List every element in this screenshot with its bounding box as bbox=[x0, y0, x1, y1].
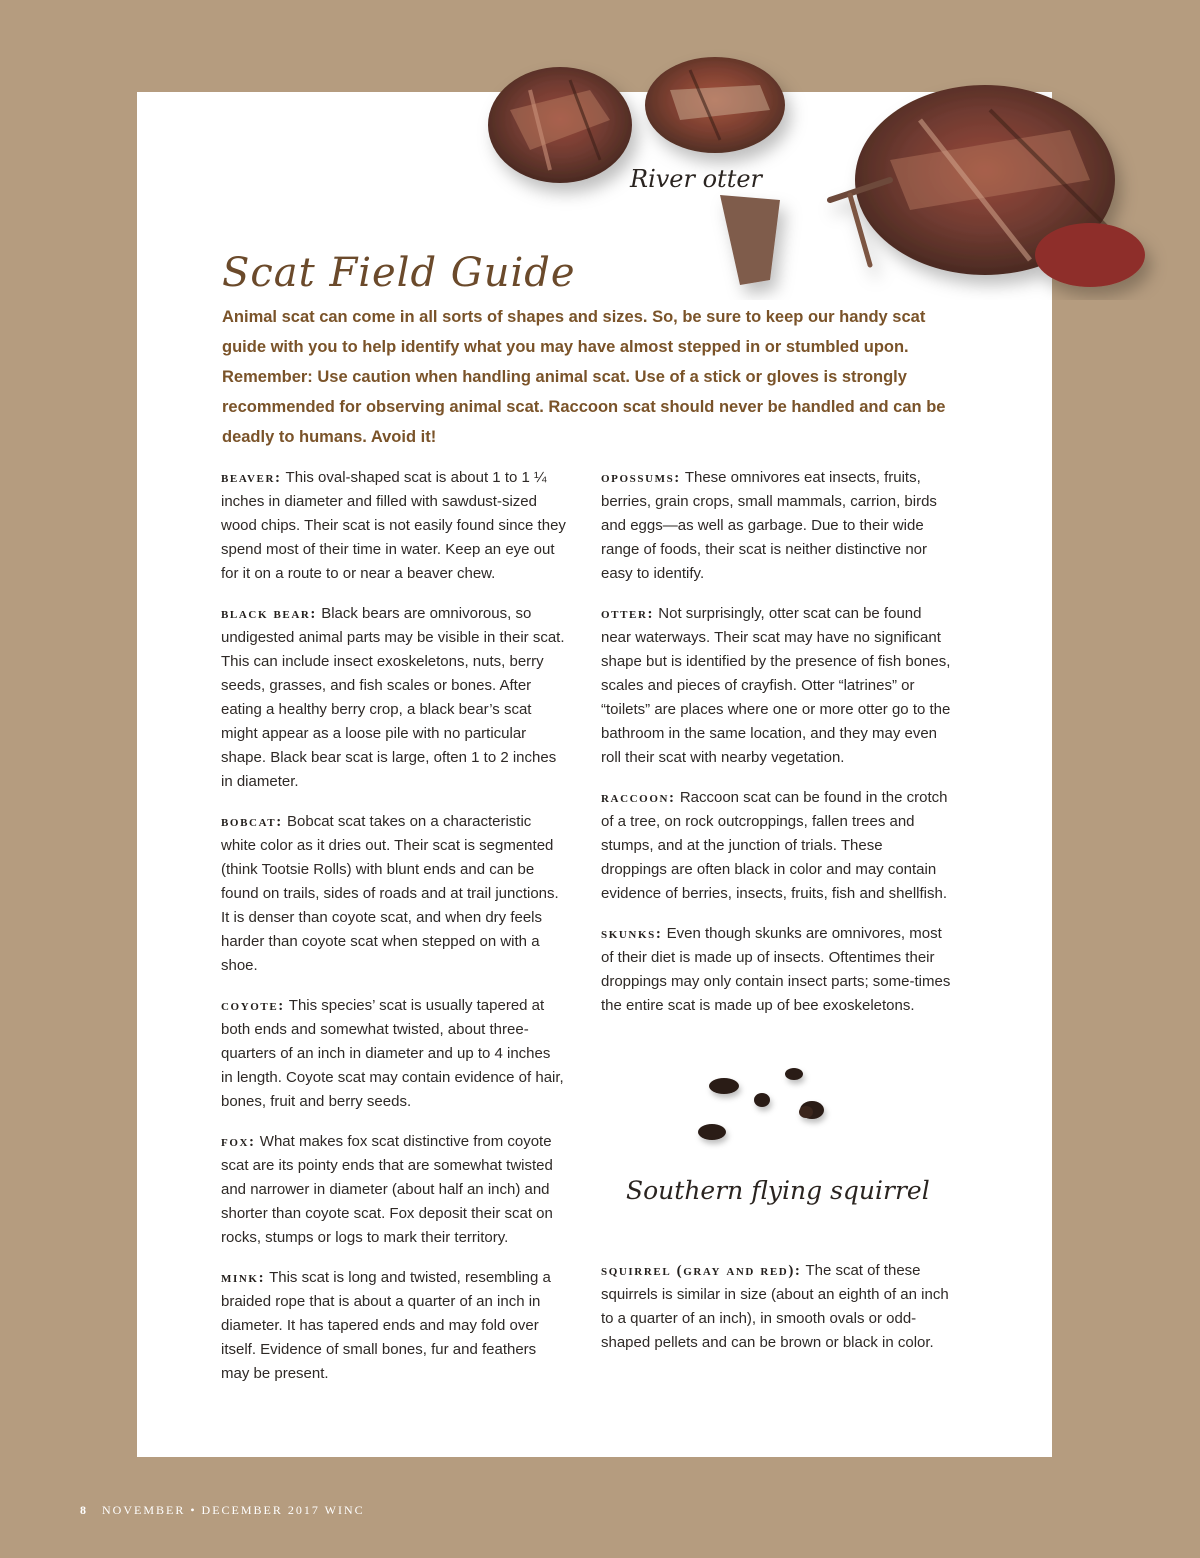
entry-term: opossums: bbox=[601, 470, 681, 486]
intro-paragraph: Animal scat can come in all sorts of shapes and sizes. So, be sure to keep our handy scat guide with you to help identify what you may have almost stepped in or stumbled upon. Remember: Use caution when handling animal scat. Use of a stick or gloves is strongly recommended for observing animal scat. Raccoon scat should never be handled and can be deadly to humans. Avoid it! bbox=[222, 308, 946, 446]
caption-river-otter: River otter bbox=[630, 165, 763, 193]
page-footer bbox=[80, 1503, 365, 1518]
entry-text: Not surprisingly, otter scat can be found near waterways. Their scat may have no significant shape but is identified by the presence of fish bones, scales and pieces of crayfish. Otter “latrines” or “toilets” are places where one or more otter go to the bathroom in the same location, and they may even roll their scat with nearby vegetation. bbox=[601, 605, 951, 766]
caption-southern-flying-squirrel: Southern flying squirrel bbox=[626, 1176, 930, 1205]
entry-term: bobcat: bbox=[221, 814, 283, 830]
entry-skunks bbox=[601, 922, 951, 1018]
squirrel-column bbox=[601, 1259, 951, 1371]
right-column bbox=[601, 466, 951, 1034]
entry-term: mink: bbox=[221, 1270, 266, 1286]
entry-otter bbox=[601, 602, 951, 770]
left-column bbox=[221, 466, 566, 1402]
page-title: Scat Field Guide bbox=[222, 250, 576, 296]
issue-info: NOVEMBER • DECEMBER 2017 WINC bbox=[102, 1503, 365, 1517]
entry-black-bear bbox=[221, 602, 566, 794]
entry-text: This species’ scat is usually tapered at both ends and somewhat twisted, about three-quarters of an inch in diameter and up to 4 inches in length. Coyote scat may contain evidence of hair, bones, fruit and berry seeds. bbox=[221, 997, 564, 1110]
entry-term: fox: bbox=[221, 1134, 256, 1150]
page-number: 8 bbox=[80, 1503, 88, 1517]
entry-fox bbox=[221, 1130, 566, 1250]
entry-text: Black bears are omnivorous, so undigested animal parts may be visible in their scat. This can include insect exoskeletons, nuts, berry seeds, grasses, and fish scales or bones. After eating a healthy berry crop, a black bear’s scat might appear as a loose pile with no particular shape. Black bear scat is large, often 1 to 2 inches in diameter. bbox=[221, 605, 565, 790]
entry-beaver bbox=[221, 466, 566, 586]
entry-term: skunks: bbox=[601, 926, 663, 942]
entry-text: Even though skunks are omnivores, most of their diet is made up of insects. Oftentimes their droppings may only contain insect parts; some-times the entire scat is made up of bee exoskeletons. bbox=[601, 925, 951, 1014]
entry-text: These omnivores eat insects, fruits, berries, grain crops, small mammals, carrion, birds and eggs—as well as garbage. Due to their wide range of foods, their scat is neither distinctive nor easy to identify. bbox=[601, 469, 937, 582]
entry-term: beaver: bbox=[221, 470, 282, 486]
entry-text: Raccoon scat can be found in the crotch of a tree, on rock outcroppings, fallen trees and stumps, and at the junction of trials. These droppings are often black in color and may contain evidence of berries, insects, fruits, fish and shellfish. bbox=[601, 789, 948, 902]
entry-term: otter: bbox=[601, 606, 655, 622]
entry-term: coyote: bbox=[221, 998, 285, 1014]
entry-bobcat bbox=[221, 810, 566, 978]
entry-coyote bbox=[221, 994, 566, 1114]
entry-term: squirrel (gray and red): bbox=[601, 1263, 802, 1279]
entry-term: black bear: bbox=[221, 606, 318, 622]
entry-text: Bobcat scat takes on a characteristic white color as it dries out. Their scat is segmented (think Tootsie Rolls) with blunt ends and can be found on trails, sides of roads and at trail junctions. It is denser than coyote scat, and when dry feels harder than coyote scat when stepped on with a shoe. bbox=[221, 813, 559, 974]
entry-text: The scat of these squirrels is similar in size (about an eighth of an inch to a quarter of an inch), in smooth ovals or odd-shaped pellets and can be brown or black in color. bbox=[601, 1262, 949, 1351]
squirrel-scat-photo bbox=[680, 1060, 850, 1150]
entry-opossums bbox=[601, 466, 951, 586]
entry-text: This scat is long and twisted, resembling a braided rope that is about a quarter of an inch in diameter. It has tapered ends and may fold over itself. Evidence of small bones, fur and feathers may be present. bbox=[221, 1269, 551, 1382]
entry-text: This oval-shaped scat is about 1 to 1 ¼ inches in diameter and filled with sawdust-sized wood chips. Their scat is not easily found since they spend most of their time in water. Keep an eye out for it on a route to or near a beaver chew. bbox=[221, 469, 566, 582]
entry-text: What makes fox scat distinctive from coyote scat are its pointy ends that are somewhat twisted and narrower in diameter (about half an inch) and shorter than coyote scat. Fox deposit their scat on rocks, stumps or logs to mark their territory. bbox=[221, 1133, 553, 1246]
entry-squirrel bbox=[601, 1259, 951, 1355]
entry-term: raccoon: bbox=[601, 790, 676, 806]
entry-mink bbox=[221, 1266, 566, 1386]
entry-raccoon bbox=[601, 786, 951, 906]
